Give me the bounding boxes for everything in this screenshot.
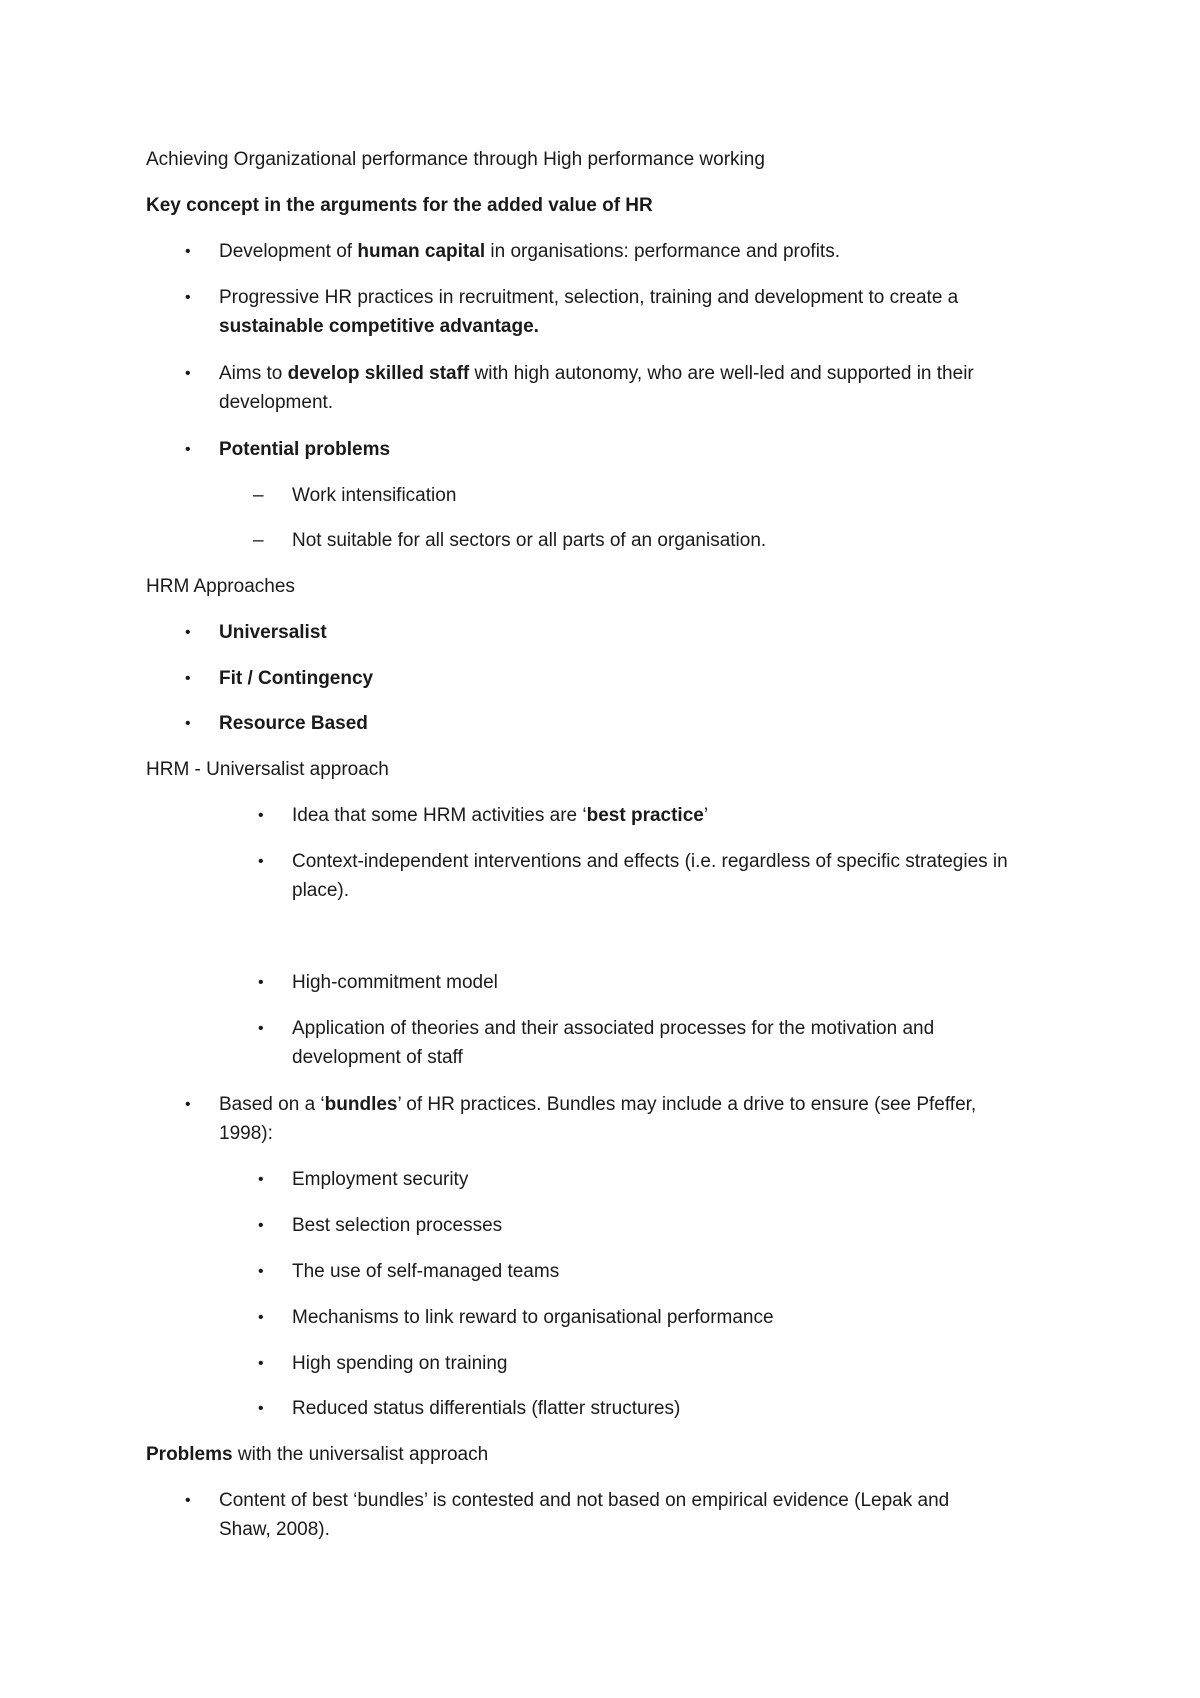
key-concept-item-3-line-2: development. — [219, 392, 334, 413]
key-concept-heading: Key concept in the arguments for the added value of HR — [146, 195, 653, 216]
key-concept-item-3-line-1: Aims to develop skilled staff with high autonomy, who are well-led and supported in their — [219, 363, 974, 384]
bundles-line-1: Based on a ‘bundles’ of HR practices. Bundles may include a drive to ensure (see Pfeffer, — [219, 1094, 977, 1115]
bullet-icon: • — [185, 1492, 191, 1509]
bullet-icon: • — [258, 1171, 264, 1188]
key-concept-item-1: Development of human capital in organisations: performance and profits. — [219, 241, 840, 262]
bullet-icon: • — [185, 624, 191, 641]
approach-item-1: Universalist — [219, 622, 327, 643]
universalist-item-2-line-2: place). — [292, 880, 350, 901]
dash-icon: – — [253, 530, 264, 551]
key-concept-item-2-line-1: Progressive HR practices in recruitment, selection, training and development to create a — [219, 287, 959, 308]
bundle-item-6: Reduced status differentials (flatter structures) — [292, 1398, 681, 1419]
bullet-icon: • — [185, 441, 191, 458]
bullet-icon: • — [185, 715, 191, 732]
bullet-icon: • — [258, 1020, 264, 1037]
bundle-item-4: Mechanisms to link reward to organisational performance — [292, 1307, 774, 1328]
universalist-item-2-line-1: Context-independent interventions and effects (i.e. regardless of specific strategies in — [292, 851, 1008, 872]
bullet-icon: • — [258, 807, 264, 824]
bundle-item-1: Employment security — [292, 1169, 469, 1190]
bullet-icon: • — [185, 365, 191, 382]
sub-item-1: Work intensification — [292, 485, 457, 506]
bundle-item-3: The use of self-managed teams — [292, 1261, 560, 1282]
bullet-icon: • — [258, 1400, 264, 1417]
approach-item-2: Fit / Contingency — [219, 668, 374, 689]
bundle-item-2: Best selection processes — [292, 1215, 503, 1236]
universalist-item-4-line-2: development of staff — [292, 1047, 463, 1068]
bullet-icon: • — [185, 670, 191, 687]
bullet-icon: • — [258, 1309, 264, 1326]
bullet-icon: • — [258, 974, 264, 991]
universalist-item-4-line-1: Application of theories and their associated processes for the motivation and — [292, 1018, 935, 1039]
bullet-icon: • — [258, 1263, 264, 1280]
bullet-icon: • — [185, 289, 191, 306]
dash-icon: – — [253, 485, 264, 506]
bullet-icon: • — [258, 1355, 264, 1372]
problems-item-1-line-1: Content of best ‘bundles’ is contested and not based on empirical evidence (Lepak and — [219, 1490, 950, 1511]
approaches-heading: HRM Approaches — [146, 576, 295, 597]
bundles-line-2: 1998): — [219, 1123, 273, 1144]
universalist-heading: HRM - Universalist approach — [146, 759, 389, 780]
sub-item-2: Not suitable for all sectors or all parts of an organisation. — [292, 530, 767, 551]
universalist-item-3: High-commitment model — [292, 972, 498, 993]
bullet-icon: • — [185, 1096, 191, 1113]
bullet-icon: • — [185, 243, 191, 260]
key-concept-item-2-line-2: sustainable competitive advantage. — [219, 316, 539, 337]
approach-item-3: Resource Based — [219, 713, 368, 734]
universalist-item-1: Idea that some HRM activities are ‘best practice’ — [292, 805, 709, 826]
document-heading: Achieving Organizational performance through High performance working — [146, 149, 765, 170]
bullet-icon: • — [258, 1217, 264, 1234]
bundle-item-5: High spending on training — [292, 1353, 508, 1374]
problems-heading: Problems with the universalist approach — [146, 1444, 489, 1465]
problems-item-1-line-2: Shaw, 2008). — [219, 1519, 330, 1540]
bullet-icon: • — [258, 853, 264, 870]
key-concept-item-4: Potential problems — [219, 439, 391, 460]
